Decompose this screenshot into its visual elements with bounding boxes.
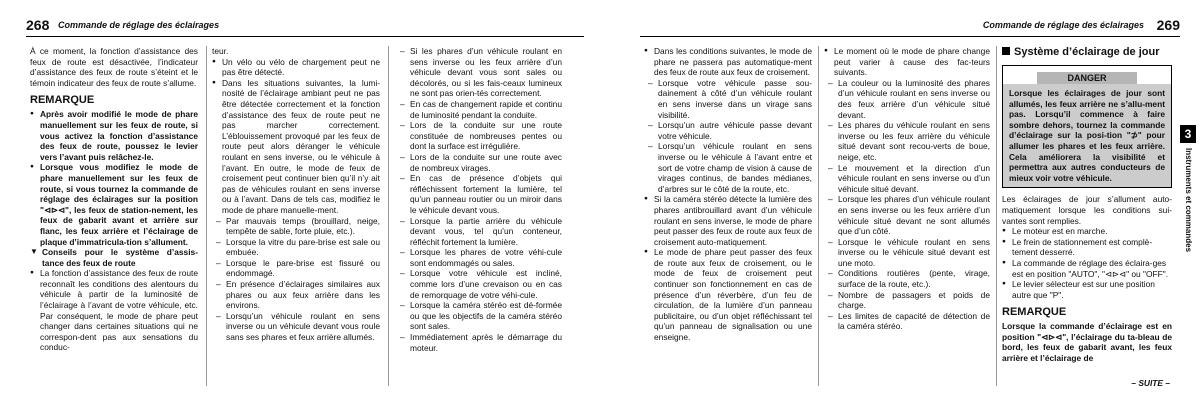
column-divider [206, 46, 207, 386]
left-column-3 [396, 46, 562, 353]
dash-item: – Lorsque votre véhicule passe sou-dainement à côté d’un véhicule roulant en sens inverse dans un virage sans visibilité. [644, 78, 812, 120]
left-column-1 [30, 46, 198, 353]
right-column-3 [1002, 46, 1172, 364]
continued-marker: – SUITE – [1131, 378, 1170, 388]
dash-item: – Lorsqu’un véhicule roulant en sens inverse ou un véhicule devant vous roule sans ses phares et feux arrière allumés. [212, 311, 380, 343]
bullet-item: ● Le levier sélecteur est sur une position autre que "P". [1002, 279, 1172, 300]
left-column-2 [212, 46, 380, 343]
dash-item: – Lorsqu’un autre véhicule passe devant votre véhicule. [644, 120, 812, 141]
dash-item: – Conditions routières (pente, virage, surface de la route, etc.). [824, 268, 990, 289]
dash-item: – Lorsque la caméra stéréo est dé-formée ou que les objectifs de la caméra stéréo sont sales. [396, 300, 562, 332]
continued-text: teur. [212, 46, 229, 56]
dash-item: – En cas de changement rapide et continu de luminosité pendant la conduite. [396, 99, 562, 120]
right-column-1 [644, 46, 812, 343]
left-page-header [26, 16, 584, 37]
remarque-item: ● Lorsque vous modifiez le mode de phare manuellement sur les feux de route, si vous tournez la commande de réglage des éclairages sur la position "⊲⊳⊲", les feux de station-nement, les feux de gabarit avant et arrière sur flanc, les feux arrière et l’éclairage de plaque d’immatricula-tion s’allument. [30, 162, 198, 247]
bullet-item: ● Le frein de stationnement est complè-tement desserré. [1002, 237, 1172, 258]
dash-item: – En présence d’éclairages similaires aux phares ou aux feux arrière dans les environs. [212, 279, 380, 311]
bullet-item: ● Le moteur est en marche. [1002, 226, 1172, 237]
dash-item: – Lorsque le véhicule roulant en sens inverse ou le véhicule situé devant est une moto. [824, 237, 990, 269]
remarque-heading: REMARQUE [30, 94, 95, 107]
chapter-number-tab: 3 [1180, 125, 1196, 143]
dash-item: – Le mouvement et la direction d’un véhicule roulant en sens inverse ou d’un véhicule situé devant. [824, 163, 990, 195]
bullet-item: ● Dans les conditions suivantes, le mode de phare ne passera pas automatique-ment des feux de route aux feux de croisement. [644, 46, 812, 78]
column-divider [388, 46, 389, 386]
chapter-label-tab: Instruments et commandes [1184, 148, 1193, 253]
dash-item: – Par mauvais temps (brouillard, neige, tempête de sable, forte pluie, etc.). [212, 216, 380, 237]
right-page-number: 269 [1156, 17, 1180, 33]
section-heading [1002, 46, 1172, 59]
right-page-header [640, 16, 1180, 37]
bullet-item: ● La fonction d’assistance des feux de route reconnaît les conditions des alentours du véhicule à partir de la luminosité de l’éclairage à l’avant de votre véhicule, etc. Par conséquent, le mode de phare peut changer dans certaines situations qui ne correspon-dent pas aux sensations du conduc- [30, 268, 198, 353]
dash-item: – La couleur ou la luminosité des phares d’un véhicule roulant en sens inverse ou des feux arrière d’un véhicule situé devant. [824, 78, 990, 120]
bullet-item: ● Si la caméra stéréo détecte la lumière des phares antibrouillard avant d’un véhicule roulant en sens inverse, le mode de phare peut passer des feux de route aux feux de croisement auto-matiquement. [644, 194, 812, 247]
column-divider [818, 46, 819, 386]
bullet-item: ● Le moment où le mode de phare change peut varier à cause des fac-teurs suivants. [824, 46, 990, 78]
dash-item: – Lorsque la partie arrière du véhicule devant vous, tel qu’un conteneur, réfléchit fortement la lumière. [396, 216, 562, 248]
intro-paragraph: À ce moment, la fonction d’assistance des feux de route est désactivée, l’indicateur d’assistance des feux de route s’éteint et le témoin indicateur des feux de route s’allume. [30, 46, 198, 88]
dash-item: – Nombre de passagers et poids de charge. [824, 290, 990, 311]
dash-item: – En cas de présence d’objets qui réfléchissent fortement la lumière, tel qu’un panneau routier ou un miroir dans le véhicule devant vous. [396, 173, 562, 215]
remarque-heading: REMARQUE [1002, 306, 1067, 319]
dash-item: – Les limites de capacité de détection de la caméra stéréo. [824, 311, 990, 332]
column-divider [996, 46, 997, 386]
bullet-item: ● Le mode de phare peut passer des feux de route aux feux de croisement, ou le mode de feux de croisement peut continuer son fonctionnement en cas de présence d’un réverbère, d’un feu de circulation, de la lumière d’un panneau publicitaire, ou d’un objet réfléchissant tel qu’un panneau de signalisation ou une enseigne. [644, 247, 812, 342]
danger-text: Lorsque les éclairages de jour sont allumés, les feux arrière ne s’allu-ment pas. Lorsqu’il commence à faire sombre dehors, tournez la commande d’éclairage sur la posi-tion "⊅" pour allumer les phares et les feux arrière. Cela améliorera la visibilité et permettra aux autres conducteurs de mieux voir votre véhicule. [1003, 84, 1171, 187]
dash-item: – Lorsque les phares d’un véhicule roulant en sens inverse ou les feux arrière d’un véhicule situé devant ne sont allumés que d’un côté. [824, 194, 990, 236]
left-header-title: Commande de réglage des éclairages [58, 20, 220, 30]
bullet-item: ● Dans les situations suivantes, la lumi-nosité de l’éclairage ambiant peut ne pas être détectée correctement et la fonction d’assistance des feux de route peut ne pas marcher correctement. L’éblouissement provoqué par les feux de route peut alors déranger le véhicule roulant en sens inverse, ou le véhicule à l’avant. En outre, le mode de feux de croisement peut continuer bien qu’il n’y ait pas de véhicules roulant en sens inverse ou à l’avant. Dans de tels cas, modifiez le mode de phare manuelle-ment. [212, 78, 380, 216]
daytime-lights-paragraph: Les éclairages de jour s’allument auto-matiquement lorsque les conditions sui-vantes sont remplies. [1002, 194, 1172, 226]
dash-item: – Lorsqu’un véhicule roulant en sens inverse ou le véhicule à l’avant entre et sort de votre champ de vision à cause de virages continus, de bandes médianes, d’arbres sur le côté de la route, etc. [644, 141, 812, 194]
dash-item: – Lorsque le pare-brise est fissuré ou endommagé. [212, 258, 380, 279]
remarque-text: Lorsque la commande d’éclairage est en position "⊲⊳⊲", l’éclairage du ta-bleau de bord, les feux de gabarit avant, les feux arrière et l’éclairage de [1002, 321, 1172, 364]
dash-item: – Lors de la conduite sur une route avec de nombreux virages. [396, 152, 562, 173]
dash-item: – Lorsque votre véhicule est incliné, comme lors d’une crevaison ou en cas de remorquage de votre véhi-cule. [396, 268, 562, 300]
bullet-item: ● La commande de réglage des éclaira-ges est en position "AUTO", "⊲⊳⊲" ou "OFF". [1002, 258, 1172, 279]
dash-item: – Si les phares d’un véhicule roulant en sens inverse ou les feux arrière d’un véhicule devant vous sont sales ou décolorés, ou si les fais-ceaux lumineux ne sont pas orien-tés correctement. [396, 46, 562, 99]
dash-item: – Immédiatement après le démarrage du moteur. [396, 332, 562, 353]
danger-box [1002, 65, 1172, 188]
square-bullet-icon [1002, 47, 1010, 55]
dash-item: – Les phares du véhicule roulant en sens inverse ou les feux arrière du véhicule situé devant sont recou-verts de boue, neige, etc. [824, 120, 990, 162]
left-page-number: 268 [26, 17, 50, 33]
remarque-item: ● Après avoir modifié le mode de phare manuellement sur les feux de route, si vous activez la fonction d’assistance des feux de route, poussez le levier vers l’avant puis relâchez-le. [30, 109, 198, 162]
subsection-heading: ▼ Conseils pour le système d’assis-tance des feux de route [30, 247, 198, 268]
right-column-2 [824, 46, 990, 332]
right-page [600, 0, 1200, 402]
section-title-text: Système d’éclairage de jour [1014, 46, 1160, 58]
right-header-title: Commande de réglage des éclairages [982, 20, 1144, 30]
danger-label: DANGER [1037, 72, 1137, 84]
dash-item: – Lorsque la vitre du pare-brise est sale ou embuée. [212, 237, 380, 258]
dash-item: – Lors de la conduite sur une route constituée de nombreuses pentes ou dont la surface est irrégulière. [396, 120, 562, 152]
dash-item: – Lorsque les phares de votre véhi-cule sont endommagés ou sales. [396, 247, 562, 268]
bullet-item: ● Un vélo ou vélo de chargement peut ne pas être détecté. [212, 57, 380, 78]
